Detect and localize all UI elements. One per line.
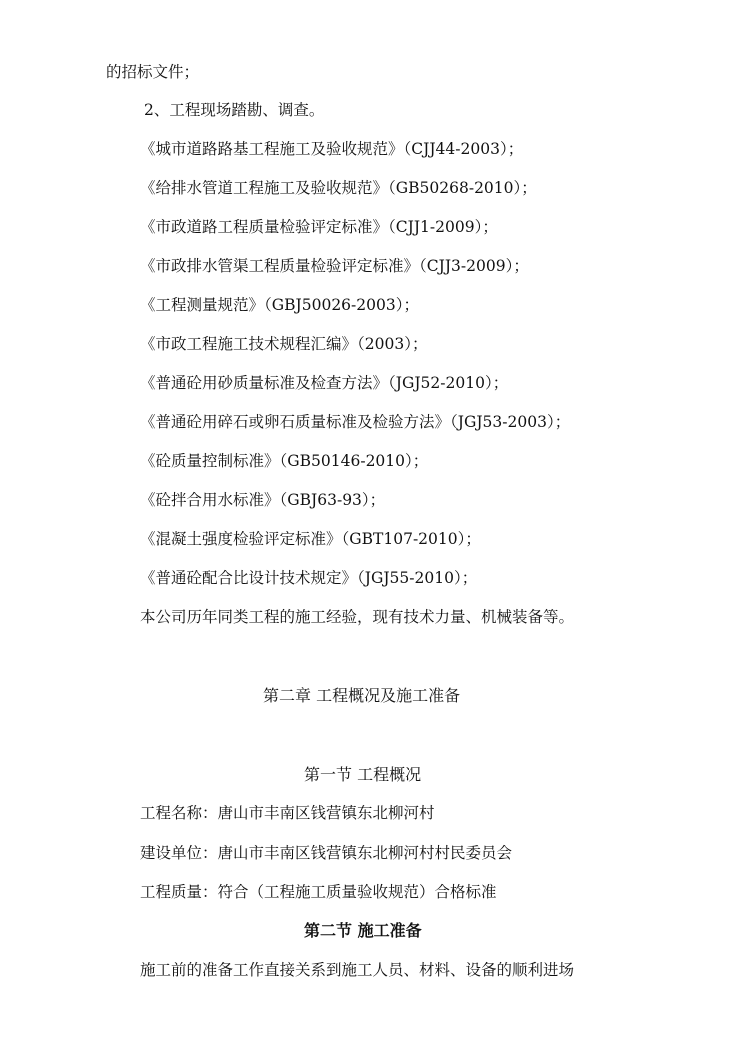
reference-item: 《普通砼用砂质量标准及检查方法》（JGJ52-2010）； <box>140 374 509 392</box>
quality-standard: 工程质量：符合（工程施工质量验收规范）合格标准 <box>140 883 497 901</box>
reference-item: 《市政道路工程质量检验评定标准》（CJJ1-2009）； <box>140 218 498 236</box>
text-line: 施工前的准备工作直接关系到施工人员、材料、设备的顺利进场 <box>140 961 575 979</box>
reference-item: 《混凝土强度检验评定标准》（GBT107-2010）； <box>140 530 481 548</box>
reference-item: 《市政排水管渠工程质量检验评定标准》（CJJ3-2009）； <box>140 257 529 275</box>
text-line: 2、工程现场踏勘、调查。 <box>144 101 325 119</box>
reference-item: 《给排水管道工程施工及验收规范》（GB50268-2010）； <box>140 179 537 197</box>
text-line: 本公司历年同类工程的施工经验，现有技术力量、机械装备等。 <box>140 608 575 626</box>
reference-item: 《市政工程施工技术规程汇编》（2003）； <box>140 335 428 353</box>
owner-unit: 建设单位：唐山市丰南区钱营镇东北柳河村村民委员会 <box>140 844 513 862</box>
reference-item: 《普通砼用碎石或卵石质量标准及检验方法》（JGJ53-2003）； <box>140 413 571 431</box>
reference-item: 《工程测量规范》（GBJ50026-2003）； <box>140 296 419 314</box>
chapter-title: 第二章 工程概况及施工准备 <box>263 686 461 705</box>
section-title: 第一节 工程概况 <box>304 765 422 784</box>
section-title: 第二节 施工准备 <box>304 921 422 940</box>
reference-item: 《普通砼配合比设计技术规定》（JGJ55-2010）； <box>140 569 478 587</box>
reference-item: 《城市道路路基工程施工及验收规范》（CJJ44-2003）； <box>140 140 524 158</box>
reference-item: 《砼质量控制标准》（GB50146-2010）； <box>140 452 429 470</box>
reference-item: 《砼拌合用水标准》（GBJ63-93）； <box>140 491 386 509</box>
project-name: 工程名称：唐山市丰南区钱营镇东北柳河村 <box>140 804 435 822</box>
text-line: 的招标文件； <box>106 63 200 81</box>
